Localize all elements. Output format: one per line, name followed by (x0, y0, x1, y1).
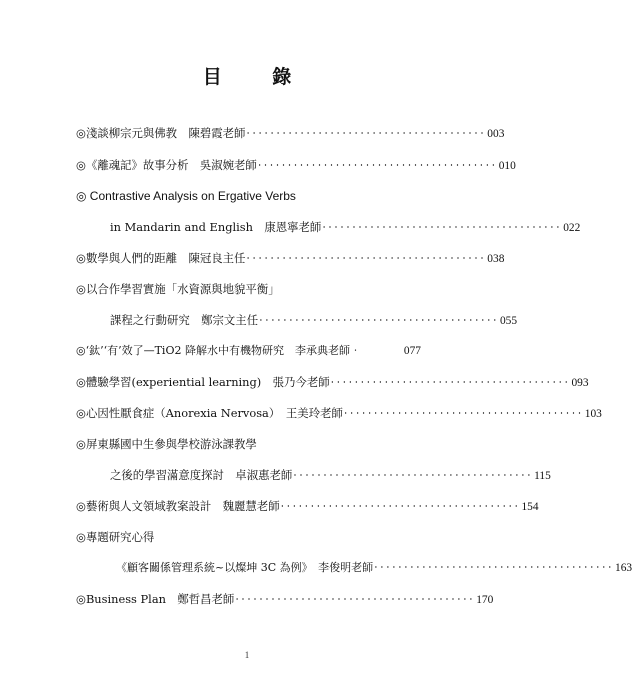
entry-text: ◎心因性厭食症（Anorexia Nervosa） 王美玲老師 (76, 406, 343, 420)
toc-entry[interactable] (76, 497, 539, 515)
entry-text: ◎體驗學習(experiential learning) 張乃今老師 (76, 375, 330, 389)
entry-text: ◎以合作學習實施「水資源與地貌平衡」 (76, 282, 280, 296)
entry-page: 154 (521, 501, 539, 513)
leader-dots: ‧‧‧‧‧‧‧‧‧‧‧‧‧‧‧‧‧‧‧‧‧‧‧‧‧‧‧‧‧‧‧‧‧‧‧‧‧‧‧‧ (293, 469, 534, 482)
page-number: 1 (244, 650, 250, 660)
leader-dots: ‧‧‧‧‧‧‧‧‧‧‧‧‧‧‧‧‧‧‧‧‧‧‧‧‧‧‧‧‧‧‧‧‧‧‧‧‧‧‧‧ (235, 593, 476, 606)
entry-text: ◎淺談柳宗元與佛教 陳碧霞老師 (76, 126, 246, 140)
toc-entry[interactable] (76, 435, 257, 453)
leader-dots: ‧‧‧‧‧‧‧‧‧‧‧‧‧‧‧‧‧‧‧‧‧‧‧‧‧‧‧‧‧‧‧‧‧‧‧‧‧‧‧‧ (343, 407, 584, 420)
entry-page: 093 (571, 377, 589, 389)
leader-dots: ‧‧‧‧‧‧‧‧‧‧‧‧‧‧‧‧‧‧‧‧‧‧‧‧‧‧‧‧‧‧‧‧‧‧‧‧‧‧‧‧ (246, 127, 487, 140)
toc-entry[interactable] (116, 559, 632, 577)
entry-page: 010 (498, 160, 516, 172)
entry-text: ◎‘鈦’‘有’效了—TiO2 降解水中有機物研究 李承典老師‧ (76, 344, 361, 357)
leader-dots: ‧‧‧‧‧‧‧‧‧‧‧‧‧‧‧‧‧‧‧‧‧‧‧‧‧‧‧‧‧‧‧‧‧‧‧‧‧‧‧‧ (280, 500, 521, 513)
entry-text: ◎Business Plan 鄭哲昌老師 (76, 592, 235, 606)
toc-entry[interactable] (76, 528, 154, 546)
entry-page: 170 (476, 594, 494, 606)
toc-entry[interactable] (76, 124, 505, 142)
leader-dots: ‧‧‧‧‧‧‧‧‧‧‧‧‧‧‧‧‧‧‧‧‧‧‧‧‧‧‧‧‧‧‧‧‧‧‧‧‧‧‧‧ (330, 376, 571, 389)
toc-entry[interactable] (76, 280, 280, 298)
entry-page: 115 (534, 470, 551, 482)
leader-dots: ‧‧‧‧‧‧‧‧‧‧‧‧‧‧‧‧‧‧‧‧‧‧‧‧‧‧‧‧‧‧‧‧‧‧‧‧‧‧‧‧ (374, 561, 614, 574)
leader-dots: ‧‧‧‧‧‧‧‧‧‧‧‧‧‧‧‧‧‧‧‧‧‧‧‧‧‧‧‧‧‧‧‧‧‧‧‧‧‧‧‧ (259, 314, 499, 327)
entry-text: 《顧客關係管理系統~以燦坤 3C 為例》 李俊明老師 (116, 561, 374, 574)
entry-text: ◎專題研究心得 (76, 530, 155, 544)
entry-text: in Mandarin and English 康恩寧老師 (110, 220, 322, 234)
entry-text: 課程之行動研究 鄭宗文主任 (110, 313, 259, 327)
toc-entry[interactable] (110, 311, 518, 329)
entry-text: ◎ Contrastive Analysis on Ergative Verbs (76, 189, 296, 203)
entry-text: ◎數學與人們的距離 陳冠良主任 (76, 251, 246, 265)
entry-page: 163 (615, 562, 632, 574)
toc-entry[interactable] (76, 373, 589, 391)
entry-page: 077 (403, 345, 421, 357)
toc-entry[interactable] (76, 590, 494, 608)
leader-dots: ‧‧‧‧‧‧‧‧‧‧‧‧‧‧‧‧‧‧‧‧‧‧‧‧‧‧‧‧‧‧‧‧‧‧‧‧‧‧‧‧ (246, 252, 487, 265)
entry-page: 022 (563, 222, 581, 234)
entry-page: 103 (584, 408, 602, 420)
entry-text: ◎屏東縣國中生參與學校游泳課教學 (76, 437, 257, 451)
leader-dots: ‧‧‧‧‧‧‧‧‧‧‧‧‧‧‧‧‧‧‧‧‧‧‧‧‧‧‧‧‧‧‧‧‧‧‧‧‧‧‧‧ (257, 159, 498, 172)
entry-text: 之後的學習滿意度探討 卓淑惠老師 (110, 468, 293, 482)
entry-page: 038 (487, 253, 505, 265)
toc-entry[interactable] (110, 466, 551, 484)
leader-dots: ‧‧‧‧‧‧‧‧‧‧‧‧‧‧‧‧‧‧‧‧‧‧‧‧‧‧‧‧‧‧‧‧‧‧‧‧‧‧‧‧ (322, 221, 563, 234)
toc-entry[interactable] (76, 404, 602, 422)
toc-entry[interactable] (76, 156, 516, 174)
toc-entry[interactable] (76, 187, 296, 205)
toc-entry[interactable] (110, 218, 581, 236)
toc-entry[interactable] (76, 249, 505, 267)
entry-text: ◎《離魂記》故事分析 吳淑婉老師 (76, 158, 257, 172)
entry-page: 003 (487, 128, 505, 140)
toc-entry[interactable] (76, 342, 421, 360)
entry-page: 055 (499, 315, 518, 327)
entry-text: ◎藝術與人文領域教案設計 魏麗慧老師 (76, 499, 280, 513)
page-title: 目 錄 (202, 66, 314, 88)
